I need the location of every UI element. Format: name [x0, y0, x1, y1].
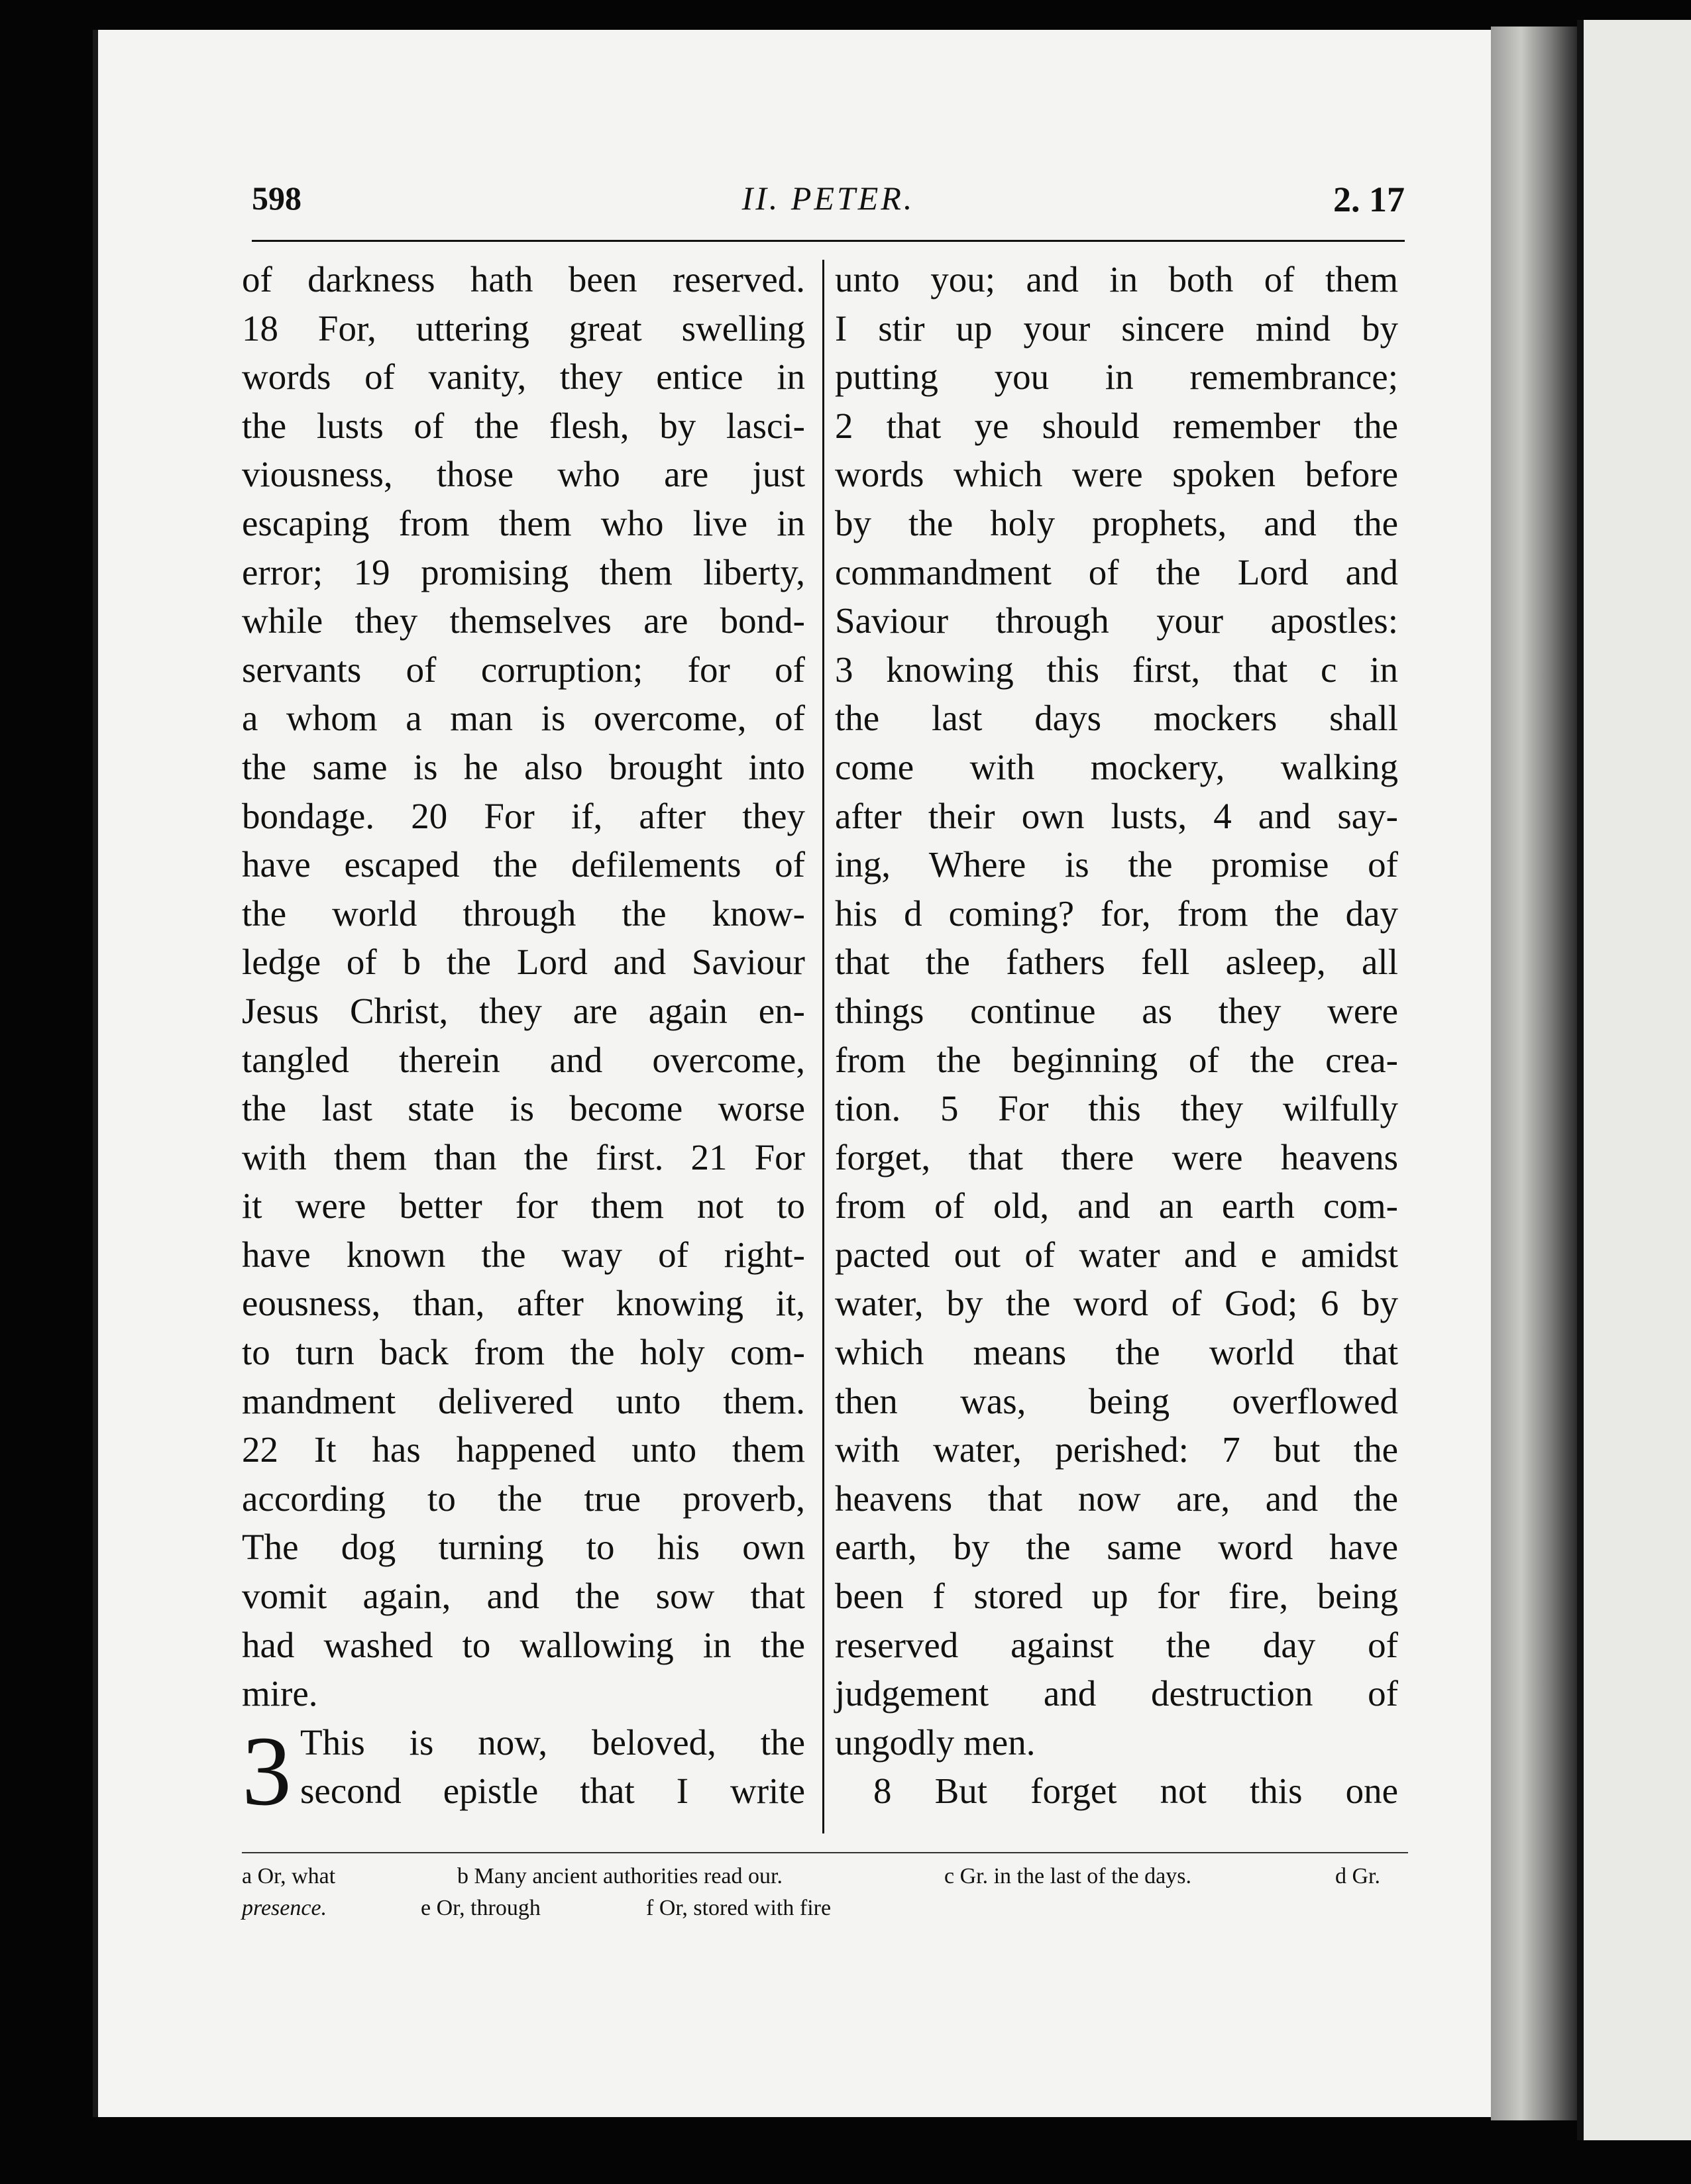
book-spine — [1491, 27, 1577, 2120]
text-line: with water, perished: 7 but the — [835, 1429, 1398, 1470]
text-line: reserved against the day of — [835, 1624, 1398, 1665]
text-line: This is now, beloved, the — [300, 1721, 805, 1763]
text-line: commandment of the Lord and — [835, 551, 1398, 592]
chapter-start — [242, 1716, 805, 1826]
text-line: then was, being overflowed — [835, 1380, 1398, 1421]
text-line: been f stored up for fire, being — [835, 1576, 1398, 1617]
text-line: words which were spoken before — [835, 454, 1398, 495]
right-column — [835, 255, 1398, 1816]
text-line: of darkness hath been reserved. — [242, 259, 805, 300]
chapter-number: 3 — [242, 1716, 292, 1826]
text-line: error; 19 promising them liberty, — [242, 551, 805, 592]
text-line: pacted out of water and e amidst — [835, 1234, 1398, 1275]
text-line: his d coming? for, from the day — [835, 893, 1398, 934]
text-line: words of vanity, they entice in — [242, 356, 805, 398]
text-line: Jesus Christ, they are again en- — [242, 990, 805, 1031]
text-line: servants of corruption; for of — [242, 649, 805, 690]
text-line: have escaped the defilements of — [242, 844, 805, 885]
text-line: mandment delivered unto them. — [242, 1380, 805, 1421]
text-line: bondage. 20 For if, after they — [242, 795, 805, 836]
text-line: the lusts of the flesh, by lasci- — [242, 405, 805, 446]
text-line: with them than the first. 21 For — [242, 1136, 805, 1177]
text-line: vomit again, and the sow that — [242, 1576, 805, 1617]
text-line: the last state is become worse — [242, 1088, 805, 1129]
text-line: 22 It has happened unto them — [242, 1429, 805, 1470]
footnote-row — [242, 1892, 1408, 1924]
text-line: eousness, than, after knowing it, — [242, 1283, 805, 1324]
footnote-row — [242, 1861, 1408, 1892]
footnote-e: e Or, through — [421, 1896, 541, 1920]
text-line: according to the true proverb, — [242, 1478, 805, 1519]
left-column — [242, 255, 805, 1826]
text-line: have known the way of right- — [242, 1234, 805, 1275]
text-line: forget, that there were heavens — [835, 1136, 1398, 1177]
book-title: II. PETER. — [741, 180, 915, 217]
text-line: ledge of b the Lord and Saviour — [242, 942, 805, 983]
footnote-rule — [242, 1852, 1408, 1853]
text-line: viousness, those who are just — [242, 454, 805, 495]
text-line: things continue as they were — [835, 990, 1398, 1031]
chapter-verse-ref: 2. 17 — [1333, 180, 1405, 219]
text-line: after their own lusts, 4 and say- — [835, 795, 1398, 836]
text-line: the last days mockers shall — [835, 698, 1398, 739]
text-line: The dog turning to his own — [242, 1527, 805, 1568]
text-line: the world through the know- — [242, 893, 805, 934]
text-line: ungodly men. — [835, 1721, 1036, 1763]
text-line: earth, by the same word have — [835, 1527, 1398, 1568]
footnote-c: c Gr. in the last of the days. — [944, 1864, 1191, 1888]
text-line: I stir up your sincere mind by — [835, 307, 1398, 349]
text-line: that the fathers fell asleep, all — [835, 942, 1398, 983]
text-line: which means the world that — [835, 1332, 1398, 1373]
adjacent-page-edge — [1577, 20, 1691, 2140]
text-line: 18 For, uttering great swelling — [242, 307, 805, 349]
footnote-d-cont: presence. — [242, 1896, 327, 1920]
text-line: heavens that now are, and the — [835, 1478, 1398, 1519]
footnotes — [242, 1861, 1408, 1924]
text-line: the same is he also brought into — [242, 746, 805, 787]
text-line: ing, Where is the promise of — [835, 844, 1398, 885]
footnote-f: f Or, stored with fire — [646, 1896, 832, 1920]
column-divider — [822, 260, 824, 1833]
text-line: 3 knowing this first, that c in — [835, 649, 1398, 690]
running-head — [252, 179, 1405, 232]
text-line: 8 But forget not this one — [873, 1771, 1398, 1812]
text-line: putting you in remembrance; — [835, 356, 1398, 398]
footnote-b: b Many ancient authorities read our. — [457, 1864, 783, 1888]
text-line: from the beginning of the crea- — [835, 1039, 1398, 1080]
text-line: from of old, and an earth com- — [835, 1185, 1398, 1227]
text-line: while they themselves are bond- — [242, 600, 805, 641]
text-line: come with mockery, walking — [835, 746, 1398, 787]
text-line: by the holy prophets, and the — [835, 502, 1398, 543]
text-line: second epistle that I write — [300, 1771, 805, 1812]
footnote-a: a Or, what — [242, 1864, 336, 1888]
text-line: judgement and destruction of — [835, 1673, 1398, 1714]
text-line: Saviour through your apostles: — [835, 600, 1398, 641]
text-line: tangled therein and overcome, — [242, 1039, 805, 1080]
text-line: mire. — [242, 1673, 318, 1714]
text-line: tion. 5 For this they wilfully — [835, 1088, 1398, 1129]
text-line: had washed to wallowing in the — [242, 1624, 805, 1665]
footnote-d: d Gr. — [1335, 1864, 1380, 1888]
text-line: 2 that ye should remember the — [835, 405, 1398, 446]
text-line: water, by the word of God; 6 by — [835, 1283, 1398, 1324]
text-line: unto you; and in both of them — [835, 259, 1398, 300]
text-line: a whom a man is overcome, of — [242, 698, 805, 739]
text-line: it were better for them not to — [242, 1185, 805, 1227]
page-number: 598 — [252, 180, 301, 217]
text-line: escaping from them who live in — [242, 502, 805, 543]
text-line: to turn back from the holy com- — [242, 1332, 805, 1373]
header-rule — [252, 240, 1405, 242]
